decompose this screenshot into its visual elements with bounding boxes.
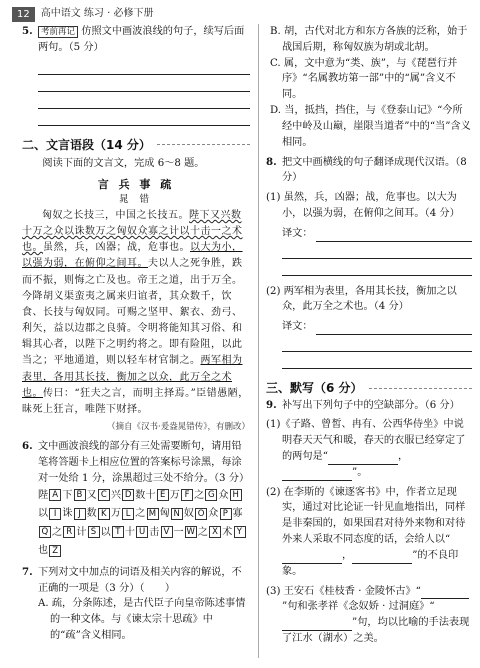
question-number: 9. [266,398,277,411]
answer-box[interactable]: P [220,508,232,520]
translation-line[interactable] [282,259,472,276]
question-number: 8. [266,155,277,168]
option-d[interactable]: D. 当，抵挡，挡住，与《登泰山记》“今所经中岭及山巅，崖限当道者”中的“当”含义相同。 [270,105,471,148]
question-text: 仿照文中画波浪线的句子，续写后面两句。（5 分） [38,26,245,53]
section-header [22,136,250,155]
blank-field[interactable] [282,619,352,631]
answer-box[interactable]: Y [234,526,246,538]
section-intro: 阅读下面的文言文，完成 6～8 题。 [42,158,205,170]
underlined-sentence: 两军相为表里，各用其长技，衡加之以众，此万全之术也。 [22,355,243,399]
question-8 [266,155,472,187]
option-b[interactable]: B. 胡，古代对北方和东方各族的泛称，始于战国后期，称匈奴族为胡或北胡。 [270,26,468,53]
item-text: (1)《子路、曾皙、冉有、公西华侍坐》中说明春天天气和暖，春天的衣服已经穿定了的两句是“ [266,419,466,463]
answer-sequence: 陛 A 下 B 又 C 兴 D 数十 E 万 F 之 G 众 H以 I 诛 J 数 K 万 L 之 M 匈 N 奴 O 众 P 寡Q 之 R 计 S 以 T 十 U 击 V 一 W 之 X 术 Y也 Z [22,487,250,561]
question-text: 文中画波浪线的部分有三处需要断句，请用铅笔将答题卡上相应位置的答案标号涂黑，每涂对一处给 1 分，涂黑超过三处不给分。（3 分） [38,441,250,485]
answer-box[interactable]: S [88,526,100,538]
dictation-item-1 [266,417,472,480]
answer-line[interactable] [38,109,250,126]
passage-sentence: 匈奴之长技三，中国之长技五。 [42,209,189,221]
translation-line[interactable] [282,242,472,259]
question-7 [22,565,250,597]
question-number: 6. [22,440,33,453]
question-text: 下列对文中加点的词语及相关内容的解说，不正确的一项是（3 分） [38,566,242,594]
item-text: ”的不良印象。 [282,549,459,577]
answer-box[interactable]: T [112,526,124,538]
wavy-underlined-sentence: 陛下又兴数十万之众以诛数万之匈奴众寡之计以十击一之术也。 [22,209,243,254]
answer-box[interactable]: N [171,508,183,520]
passage-author: 晁 错 [118,194,154,206]
passage-title: 言 兵 事 疏 [97,178,175,192]
item-text: ”。 [352,466,368,478]
question-6 [22,439,250,486]
page-header [12,4,468,24]
answer-box[interactable]: J [74,508,86,520]
option-c[interactable]: C. 属，文中意为“类、族”，与《琵琶行并序》“名属教坊第一部”中的“属”含义不同。 [270,57,458,101]
dictation-item-3 [266,584,472,647]
answer-lines [22,58,250,126]
answer-box[interactable]: O [195,508,207,520]
question-number: 7. [22,565,33,578]
answer-box[interactable]: K [98,508,110,520]
right-column [266,24,472,662]
blank-field[interactable] [282,469,352,481]
answer-box[interactable]: I [49,508,61,520]
translation-row [266,319,472,335]
section-title: 三、默写（6 分） [266,381,363,395]
answer-box[interactable]: R [63,526,75,538]
section-title: 二、文言语段（14 分） [22,137,151,152]
translate-item-1: (1) 虽然，兵，凶器；战，危事也。以大为小，以强为弱，在俯仰之间耳。（4 分） [266,192,460,219]
translate-item-2: (2) 两军相为表里，各用其长技，衡加之以众，此万全之术也。（4 分） [266,285,457,313]
answer-box[interactable]: L [122,508,134,520]
item-text: ”句，均以比喻的手法表现了江水（湖水）之美。 [282,617,470,644]
translation-row [266,226,472,242]
passage-sentence: 虽然，兵，凶器；战，危事也。 [43,242,190,254]
item-text: ”句和张孝祥《念奴娇 · 过洞庭》“ [282,601,435,613]
item-text: ， [397,451,409,463]
translation-input[interactable] [316,228,472,242]
answer-box[interactable]: Q [39,526,51,538]
question-5 [22,24,250,56]
answer-line[interactable] [38,75,250,92]
answer-box[interactable]: H [230,489,242,501]
question-9 [266,398,472,414]
underlined-sentence: 以大为小，以强为弱，在俯仰之间耳。 [22,242,243,270]
translation-line[interactable] [282,352,472,369]
answer-line[interactable] [38,58,250,75]
question-number: 5. [22,25,33,37]
blank-field[interactable] [421,587,469,599]
section-header [266,379,472,398]
answer-box[interactable]: U [136,526,148,538]
passage-source: （摘自《汉书·爰盎晁错传》，有删改） [107,422,250,433]
answer-box[interactable]: W [186,527,196,538]
seq-char: 陛 [38,489,49,501]
question-text: 把文中画横线的句子翻译成现代汉语。（8 分） [282,156,467,184]
answer-box[interactable]: X [209,526,221,538]
column-divider [258,24,259,658]
item-text: (3) 王安石《桂枝香 · 金陵怀古》“ [266,585,421,597]
answer-box[interactable]: G [205,489,217,501]
translation-label: 译文： [282,321,313,333]
answer-paren[interactable]: （ ） [139,582,176,594]
answer-box[interactable]: V [161,526,173,538]
translation-label: 译文： [282,227,313,239]
section-rule [157,144,250,145]
answer-box[interactable]: C [98,489,110,501]
question-text: 补写出下列句子中的空缺部分。（6 分） [282,399,460,411]
passage-sentence: 传曰：“狂夫之言，而明主择焉。”臣错愚陋，昧死上狂言，唯陛下财择。 [22,387,249,416]
answer-box[interactable]: Z [49,545,61,557]
option-a[interactable]: A. 疏，分条陈述，是古代臣子向皇帝陈述事情的一种文体。与《谏太宗十思疏》中的“疏”含义相同。 [38,598,246,642]
passage-text [22,208,250,418]
left-column [22,24,250,662]
answer-box[interactable]: A [49,489,61,501]
answer-line[interactable] [38,92,250,109]
passage-sentence: 夫以人之死争胜，跌而不振，则悔之亡及也。帝王之道，出于万全。今降胡义渠蛮夷之属来归谊者，其众数千，饮食、长技与匈奴同。可赐之坚甲、絮衣、劲弓、利矢，益以边郡之良骑。令明将能知其习俗、和辑其心者，以陛下之明约将之。即有险阻，以此当之；平地通道，则以轻车材官制之。 [22,258,243,367]
item-text: (2) 在李斯的《谏逐客书》中，作者立足现实，通过对比论证一针见血地指出，同样是非秦国的，如果国君对待外来物和对待外来人采取不同态度的话，会给人以“ [266,486,466,546]
answer-box[interactable]: F [181,489,193,501]
translation-line[interactable] [282,335,472,352]
translation-input[interactable] [316,321,472,335]
blank-field[interactable] [328,453,398,465]
answer-box[interactable]: B [74,489,86,501]
seq-char: 下 [62,489,73,501]
answer-box[interactable]: E [157,489,169,501]
blank-field[interactable] [282,552,342,564]
dictation-item-2 [266,485,472,580]
item-text: ， [342,549,353,561]
answer-box[interactable]: D [122,489,134,501]
answer-box[interactable]: M [147,508,159,520]
blank-field[interactable] [352,552,412,564]
exam-tag: 考前再记 [38,26,78,38]
section-rule [369,388,472,389]
page-number: 12 [12,7,35,22]
book-title: 高中语文 练习 · 必修下册 [40,8,154,20]
